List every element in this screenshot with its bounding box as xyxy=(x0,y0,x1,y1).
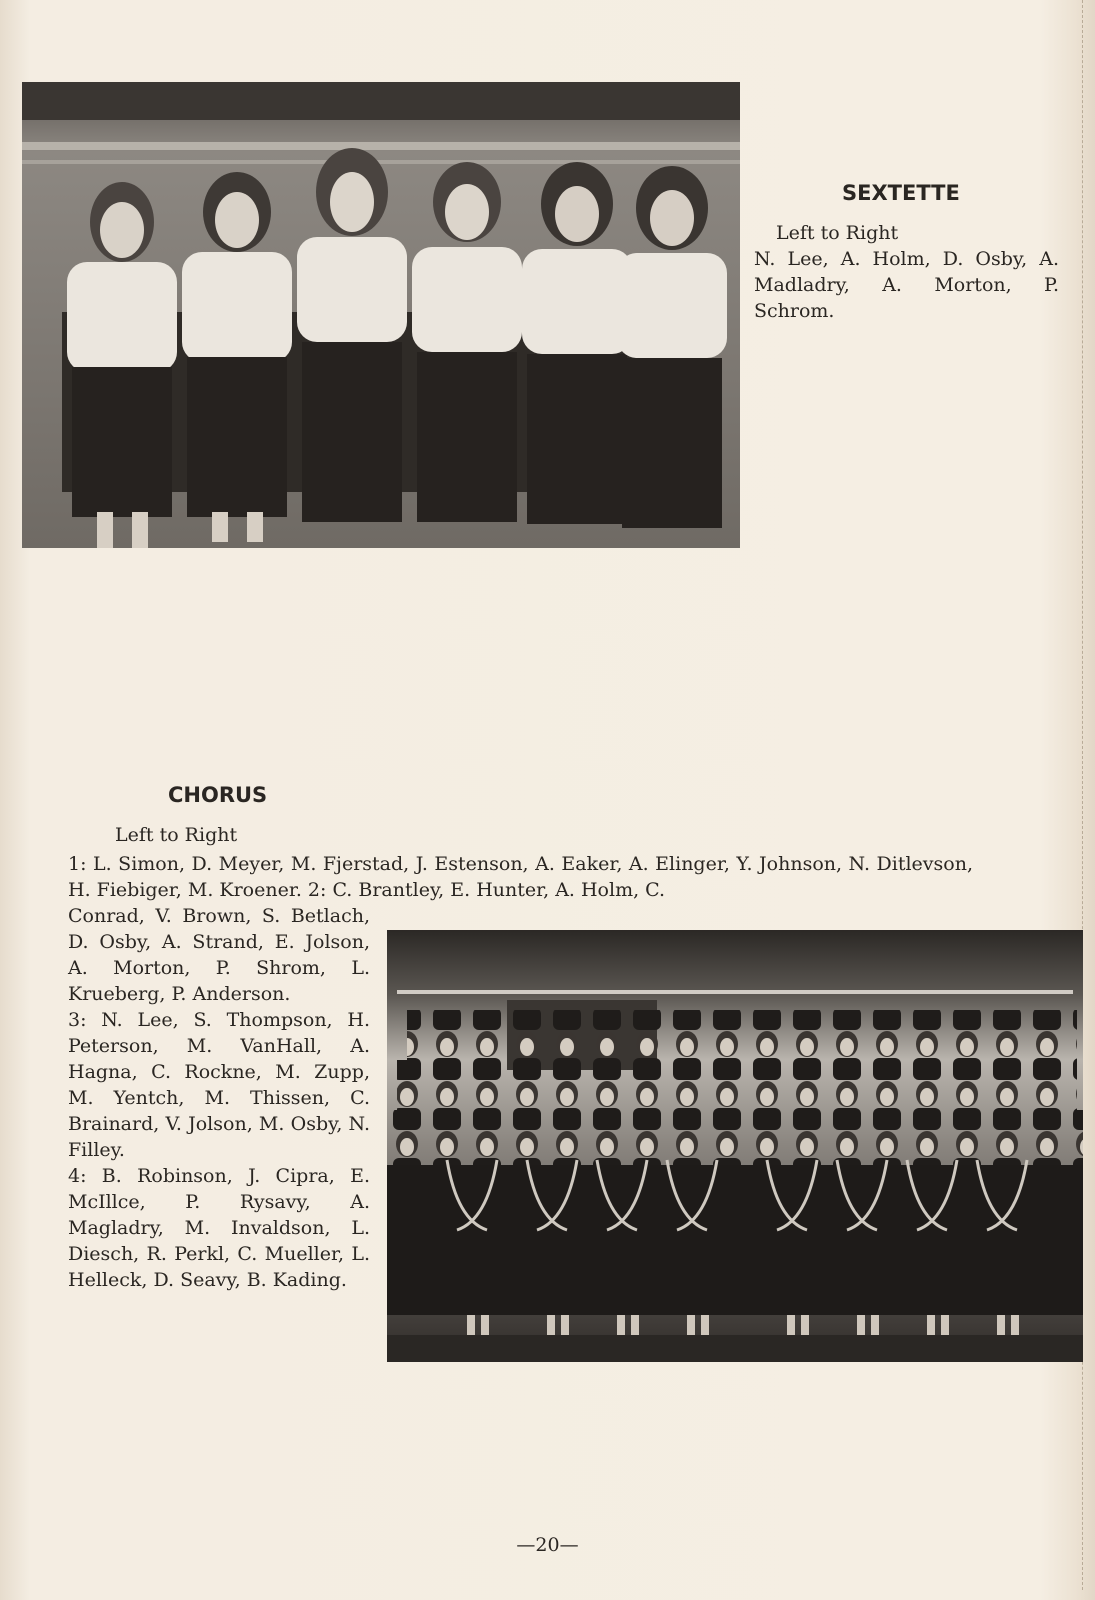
chorus-names-wide: 1: L. Simon, D. Meyer, M. Fjerstad, J. Estenson, A. Eaker, A. Elinger, Y. Johnson, N. Ditlevson, H. Fiebiger, M. Kroener. 2: C. Brantley, E. Hunter, A. Holm, C. xyxy=(68,853,973,901)
chorus-names-column xyxy=(68,903,370,1293)
sextette-names: N. Lee, A. Holm, D. Osby, A. Madladry, A. Morton, P. Schrom. xyxy=(754,248,1059,322)
sextette-title: SEXTETTE xyxy=(842,181,960,205)
sextette-subtitle: Left to Right xyxy=(776,222,899,244)
page-number: —20— xyxy=(516,1534,579,1556)
chorus-row-4: 4: B. Robinson, J. Cipra, E. McIllce, P. Rysavy, A. Magladry, M. Invaldson, L. Diesch, R. Perkl, C. Mueller, L. Helleck, D. Seavy, B. Kading. xyxy=(68,1165,370,1291)
chorus-row-2-continued: Conrad, V. Brown, S. Betlach, D. Osby, A. Strand, E. Jolson, A. Morton, P. Shrom, L. Krueberg, P. Anderson. xyxy=(68,905,370,1005)
chorus-subtitle: Left to Right xyxy=(115,824,238,846)
sextette-photo xyxy=(22,82,740,548)
binding-edge xyxy=(1082,0,1089,1590)
chorus-photo xyxy=(387,930,1083,1362)
chorus-row-3: 3: N. Lee, S. Thompson, H. Peterson, M. VanHall, A. Hagna, C. Rockne, M. Zupp, M. Yentch, M. Thissen, C. Brainard, V. Jolson, M. Osby, N. Filley. xyxy=(68,1009,370,1161)
chorus-title: CHORUS xyxy=(168,783,268,807)
